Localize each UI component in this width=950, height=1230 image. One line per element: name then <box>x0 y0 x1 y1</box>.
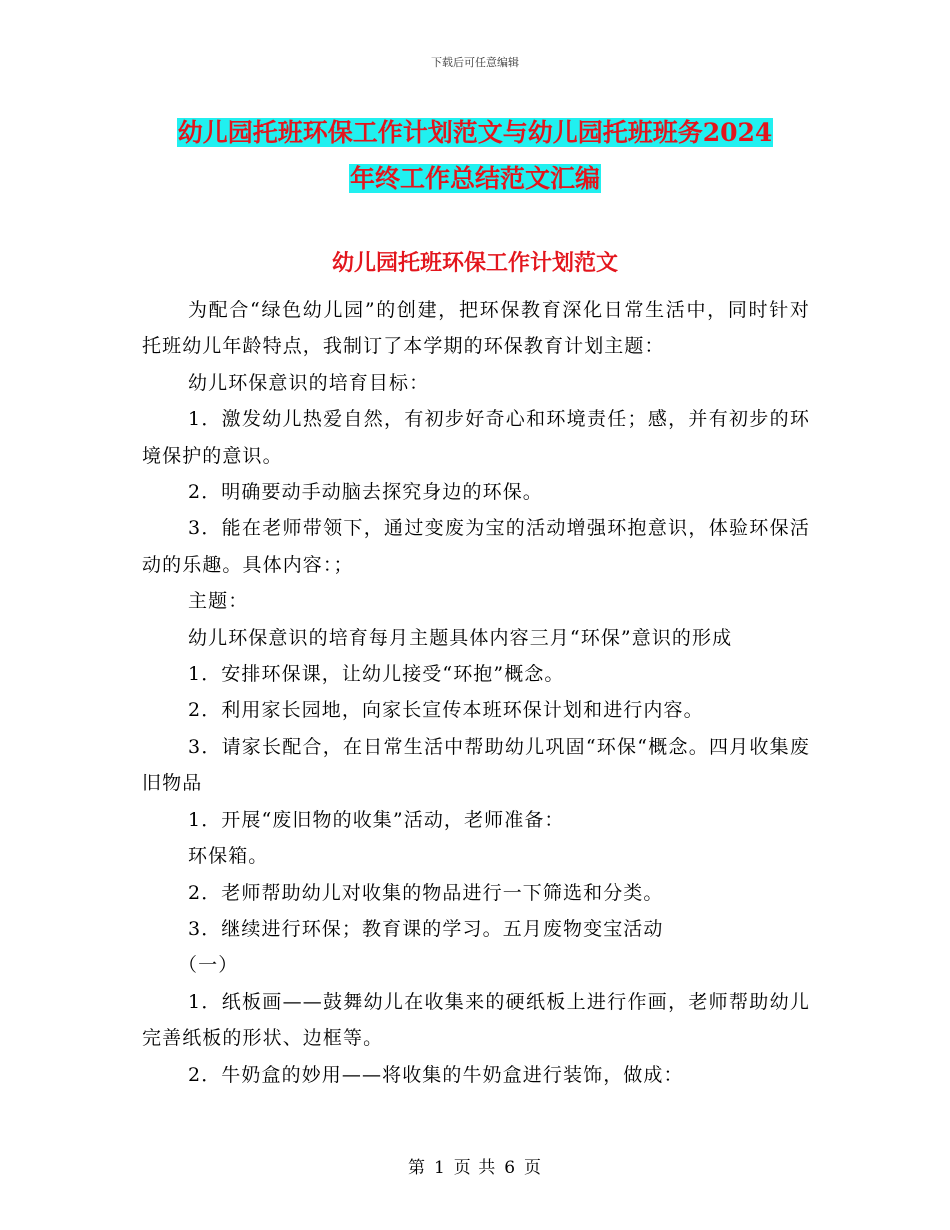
paragraph: 1．开展“废旧物的收集”活动，老师准备： <box>188 808 565 831</box>
paragraph: 2．明确要动手动脑去探究身边的环保。 <box>188 481 543 504</box>
paragraph: 1．纸板画——鼓舞幼儿在收集来的硬纸板上进行作画，老师帮助幼儿完善纸板的形状、边框等。 <box>142 990 810 1050</box>
paragraph: 2．利用家长园地，向家长宣传本班环保计划和进行内容。 <box>188 699 704 722</box>
paragraph: 3．请家长配合，在日常生活中帮助幼儿巩固“环保“概念。四月收集废旧物品 <box>142 735 810 795</box>
paragraph: 幼儿环保意识的培育目标： <box>188 371 430 394</box>
paragraph: 幼儿环保意识的培育每月主题具体内容三月“环保”意识的形成 <box>188 626 733 649</box>
paragraph: 3．能在老师带领下，通过变废为宝的活动增强环抱意识，体验环保活动的乐趣。具体内容：； <box>142 517 810 576</box>
total-page-count: 6 <box>504 1158 517 1178</box>
document-title <box>0 110 950 202</box>
paragraph: 2．牛奶盒的妙用——将收集的牛奶盒进行装饰，做成： <box>188 1063 684 1086</box>
paragraph: （一） <box>178 954 239 977</box>
footer-suffix: 页 <box>524 1158 543 1178</box>
document-title-line-2: 年终工作总结范文汇编 <box>349 164 600 193</box>
paragraph: 环保箱。 <box>188 845 269 868</box>
current-page-number: 1 <box>433 1158 446 1178</box>
paragraph: 2．老师帮助幼儿对收集的物品进行一下筛选和分类。 <box>188 881 664 904</box>
header-note: 下载后可任意编辑 <box>431 56 519 69</box>
paragraph: 1．激发幼儿热爱自然，有初步好奇心和环境责任；感，并有初步的环境保护的意识。 <box>142 408 810 467</box>
document-body <box>142 292 810 1093</box>
paragraph: 3．继续进行环保；教育课的学习。五月废物变宝活动 <box>188 917 664 940</box>
footer-mid: 页 共 <box>453 1158 497 1178</box>
paragraph: 1．安排环保课，让幼儿接受“环抱”概念。 <box>188 663 565 686</box>
page-footer <box>0 1153 950 1178</box>
paragraph: 主题： <box>188 590 249 613</box>
section-title: 幼儿园托班环保工作计划范文 <box>331 250 618 276</box>
document-title-line-1: 幼儿园托班环保工作计划范文与幼儿园托班班务2024 <box>177 118 773 147</box>
paragraph: 为配合“绿色幼儿园”的创建，把环保教育深化日常生活中，同时针对托班幼儿年龄特点，我制订了本学期的环保教育计划主题： <box>142 299 810 358</box>
footer-prefix: 第 <box>407 1158 426 1178</box>
